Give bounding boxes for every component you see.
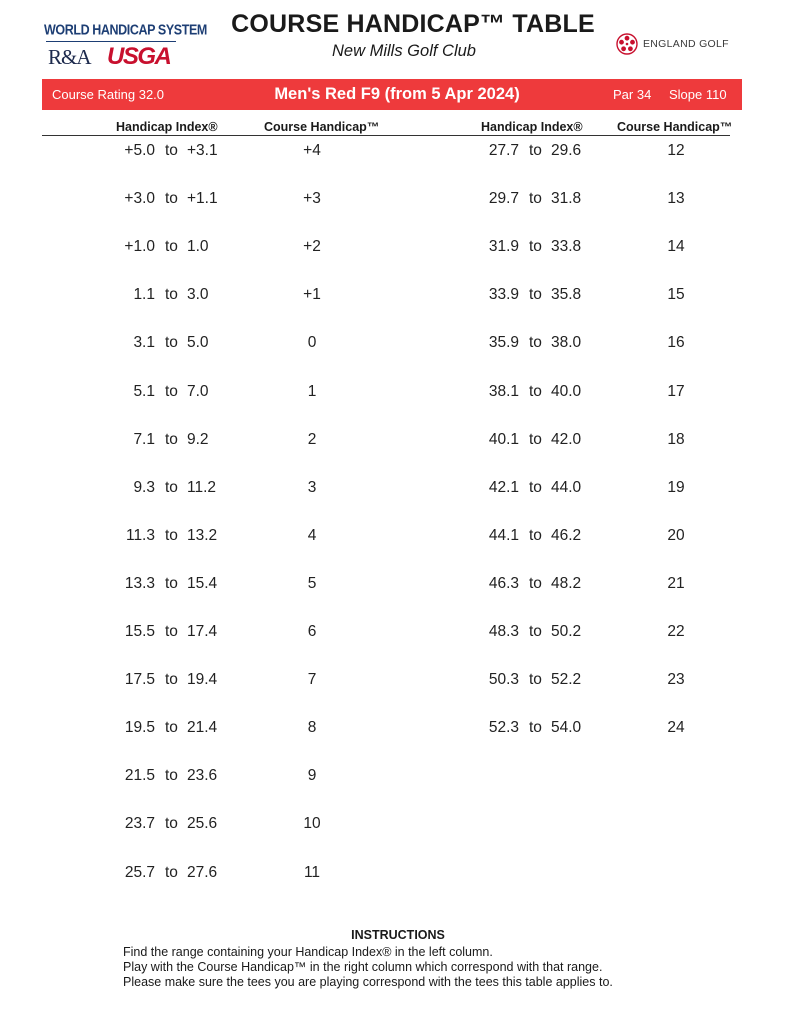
page-title: COURSE HANDICAP™ TABLE [231,10,595,38]
course-handicap-value: 13 [667,190,685,207]
range-separator: to [165,479,178,496]
handicap-index-from: 48.3 [488,623,519,640]
handicap-index-to: 7.0 [187,383,209,400]
handicap-index-from: 31.9 [488,238,519,255]
header-divider [42,135,730,136]
handicap-index-from: 15.5 [124,623,155,640]
handicap-index-to: 13.2 [187,527,218,544]
range-separator: to [529,431,542,448]
handicap-index-to: 44.0 [551,479,582,496]
range-separator: to [165,623,178,640]
range-separator: to [165,767,178,784]
handicap-index-to: 11.2 [187,479,217,496]
handicap-index-from: +5.0 [124,142,155,159]
handicap-index-from: 1.1 [133,286,155,303]
handicap-index-from: 40.1 [488,431,519,448]
course-handicap-value: 24 [667,719,685,736]
course-handicap-value: 21 [667,575,685,592]
range-separator: to [165,575,178,592]
table-row [0,864,791,884]
course-handicap-value: 20 [667,527,685,544]
course-handicap-value: +4 [303,142,321,159]
course-handicap-value: 12 [667,142,685,159]
handicap-index-from: +1.0 [124,238,155,255]
range-separator: to [529,719,542,736]
course-handicap-value: 10 [303,815,321,832]
england-golf-text: ENGLAND GOLF [643,38,729,50]
left-handicap-index-header: Handicap Index® [116,120,218,134]
range-separator: to [529,286,542,303]
par-value: Par 34 [613,87,652,102]
handicap-index-from: 52.3 [488,719,519,736]
table-row [0,719,791,739]
handicap-index-from: 11.3 [125,527,155,544]
slope-value: Slope 110 [669,87,727,102]
handicap-index-from: 3.1 [133,334,155,351]
handicap-index-to: 42.0 [551,431,582,448]
table-row [0,623,791,643]
course-rating: Course Rating 32.0 [52,87,165,102]
handicap-index-to: 52.2 [551,671,582,688]
handicap-index-to: 23.6 [187,767,218,784]
handicap-index-from: 23.7 [124,815,155,832]
instructions-title: INSTRUCTIONS [351,928,445,942]
table-row [0,815,791,835]
handicap-index-to: 1.0 [187,238,209,255]
table-row [0,527,791,547]
course-handicap-value: 3 [307,479,317,496]
range-separator: to [529,142,542,159]
course-handicap-value: +1 [303,286,321,303]
course-handicap-value: 8 [307,719,317,736]
handicap-index-from: +3.0 [124,190,155,207]
club-name: New Mills Golf Club [332,42,476,60]
course-handicap-value: 15 [667,286,685,303]
range-separator: to [529,334,542,351]
range-separator: to [165,527,178,544]
range-separator: to [529,190,542,207]
right-course-handicap-header: Course Handicap™ [617,120,733,134]
table-row [0,286,791,306]
handicap-index-to: 54.0 [551,719,582,736]
range-separator: to [165,142,178,159]
ra-logo: R&A [48,45,91,69]
handicap-index-from: 46.3 [488,575,519,592]
england-golf-logo [616,33,736,59]
table-row [0,431,791,451]
range-separator: to [165,286,178,303]
course-handicap-value: 23 [667,671,685,688]
table-row [0,238,791,258]
handicap-index-to: 50.2 [551,623,582,640]
range-separator: to [529,383,542,400]
handicap-index-to: 38.0 [551,334,582,351]
instruction-line: Find the range containing your Handicap Index® in the left column. [123,945,493,959]
tee-name: Men's Red F9 (from 5 Apr 2024) [274,85,520,103]
range-separator: to [165,383,178,400]
handicap-index-to: 21.4 [187,719,218,736]
course-handicap-value: 19 [667,479,685,496]
course-handicap-value: 0 [307,334,317,351]
range-separator: to [529,479,542,496]
handicap-index-to: 15.4 [187,575,218,592]
handicap-index-to: +1.1 [187,190,218,207]
range-separator: to [165,719,178,736]
tudor-rose-icon [616,33,638,55]
handicap-index-to: 17.4 [187,623,218,640]
table-row [0,190,791,210]
course-handicap-value: 17 [667,383,685,400]
table-row [0,671,791,691]
course-handicap-value: 4 [307,527,317,544]
handicap-index-from: 25.7 [124,864,155,881]
handicap-index-from: 7.1 [133,431,155,448]
range-separator: to [529,575,542,592]
handicap-index-from: 5.1 [133,383,155,400]
handicap-index-to: 31.8 [551,190,582,207]
right-handicap-index-header: Handicap Index® [481,120,583,134]
handicap-index-from: 35.9 [488,334,519,351]
handicap-index-from: 44.1 [488,527,519,544]
range-separator: to [529,527,542,544]
handicap-index-to: 33.8 [551,238,582,255]
course-handicap-value: 22 [667,623,685,640]
handicap-index-to: 27.6 [187,864,218,881]
range-separator: to [529,623,542,640]
handicap-index-to: 9.2 [187,431,209,448]
course-handicap-value: 16 [667,334,685,351]
handicap-index-from: 29.7 [488,190,519,207]
handicap-index-to: 35.8 [551,286,582,303]
handicap-index-to: 19.4 [187,671,218,688]
table-row [0,575,791,595]
handicap-index-to: 29.6 [551,142,582,159]
handicap-index-from: 38.1 [488,383,519,400]
handicap-index-to: 46.2 [551,527,582,544]
table-row [0,334,791,354]
table-row [0,767,791,787]
handicap-index-to: 48.2 [551,575,582,592]
left-course-handicap-header: Course Handicap™ [264,120,380,134]
course-handicap-value: +3 [303,190,321,207]
handicap-index-from: 27.7 [488,142,519,159]
instruction-line: Please make sure the tees you are playing correspond with the tees this table applies to. [123,975,613,989]
handicap-index-to: 40.0 [551,383,582,400]
range-separator: to [529,671,542,688]
table-row [0,383,791,403]
instruction-line: Play with the Course Handicap™ in the right column which correspond with that range. [123,960,603,974]
handicap-index-from: 19.5 [124,719,155,736]
handicap-index-to: +3.1 [187,142,218,159]
table-row [0,142,791,162]
handicap-index-from: 33.9 [488,286,519,303]
course-handicap-value: 2 [307,431,317,448]
range-separator: to [165,671,178,688]
range-separator: to [165,334,178,351]
handicap-index-from: 9.3 [133,479,155,496]
usga-logo: USGA [107,43,171,70]
handicap-index-to: 3.0 [187,286,209,303]
handicap-index-from: 50.3 [488,671,519,688]
handicap-index-from: 42.1 [488,479,519,496]
range-separator: to [529,238,542,255]
handicap-index-to: 5.0 [187,334,209,351]
table-row [0,479,791,499]
handicap-index-to: 25.6 [187,815,218,832]
course-handicap-value: +2 [303,238,321,255]
handicap-index-from: 21.5 [124,767,155,784]
course-handicap-value: 5 [307,575,317,592]
course-handicap-value: 1 [307,383,317,400]
course-handicap-value: 14 [667,238,685,255]
course-handicap-value: 11 [303,864,321,881]
whs-logo-text: WORLD HANDICAP SYSTEM [44,22,207,39]
course-handicap-value: 18 [667,431,685,448]
range-separator: to [165,431,178,448]
range-separator: to [165,815,178,832]
tee-banner [42,79,742,110]
course-handicap-value: 7 [307,671,317,688]
handicap-index-from: 17.5 [124,671,155,688]
handicap-index-from: 13.3 [124,575,155,592]
range-separator: to [165,238,178,255]
course-handicap-value: 6 [307,623,317,640]
range-separator: to [165,864,178,881]
course-handicap-value: 9 [307,767,317,784]
range-separator: to [165,190,178,207]
